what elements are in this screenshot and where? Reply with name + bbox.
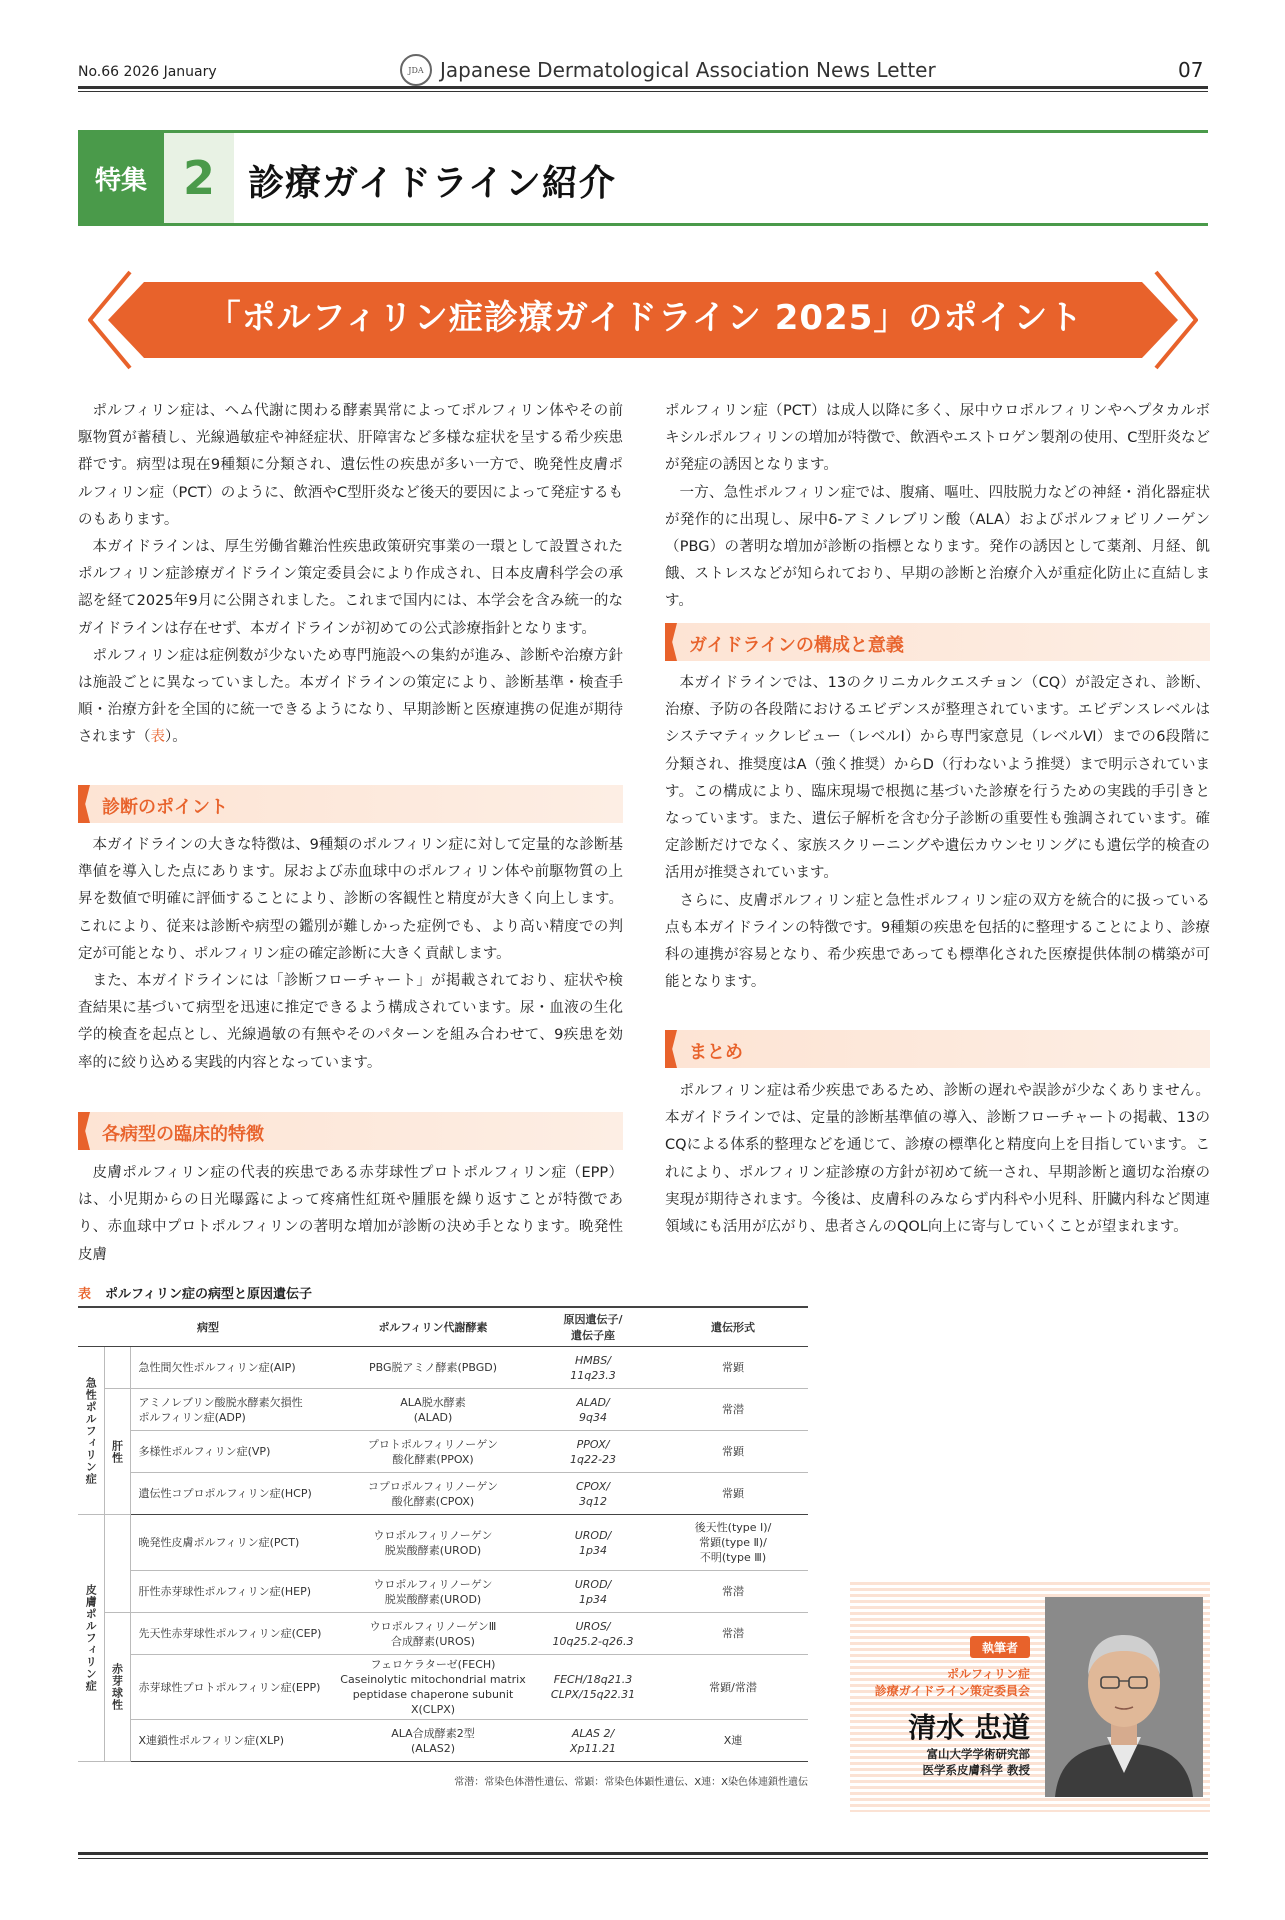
intro-paragraph-3 [78, 643, 623, 752]
table-header-row [78, 1307, 808, 1347]
cell-inheritance-line: 常潜 [722, 1585, 744, 1598]
cell-type-line: 遺伝性コプロポルフィリン症(HCP) [138, 1487, 312, 1500]
cell-gene [528, 1655, 658, 1720]
cell-inheritance-line: 常潜 [722, 1403, 744, 1416]
table-caption [78, 1283, 312, 1302]
group-erythropoietic: 赤芽球性 [104, 1613, 130, 1762]
table-row [78, 1389, 808, 1431]
cell-gene-line: 1q22-23 [570, 1452, 616, 1466]
cell-enzyme [338, 1515, 528, 1571]
col-header-enzyme: ポルフィリン代謝酵素 [338, 1307, 528, 1347]
cell-gene [528, 1571, 658, 1613]
intro3-end: ）。 [165, 729, 187, 746]
intro-paragraph-2: 本ガイドラインは、厚生労働省難治性疾患政策研究事業の一環として設置されたポルフィリン症診療ガイドライン策定委員会により作成され、日本皮膚科学会の承認を経て2025年9月に公開されました。これまで国内には、本学会を含み統一的なガイドラインは存在せず、本ガイドラインが初めての公式診療指針となります。 [78, 539, 623, 637]
cell-type [130, 1571, 338, 1613]
cell-inheritance-line: 常潜 [722, 1627, 744, 1640]
intro-paragraph-1: ポルフィリン症は、ヘム代謝に関わる酵素異常によってポルフィリン体やその前駆物質が蓄積し、光線過敏症や神経症状、肝障害など多様な症状を呈する希少疾患群です。病型は現在9種類に分類され、遺伝性の疾患が多い一方で、晩発性皮膚ポルフィリン症（PCT）のように、飲酒やC型肝炎など後天的要因によって発症するものもあります。 [78, 403, 623, 528]
cell-gene-line: 1p34 [579, 1592, 607, 1606]
cell-gene-line: 10q25.2-q26.3 [552, 1634, 634, 1648]
header-rule [78, 86, 1208, 89]
author-committee-l2: 診療ガイドライン策定委員会 [874, 1684, 1030, 1698]
table-title: ポルフィリン症の病型と原因遺伝子 [105, 1287, 312, 1302]
cell-type-line: 肝性赤芽球性ポルフィリン症(HEP) [138, 1585, 312, 1598]
cell-enzyme-line: ALA脱水酵素 [400, 1395, 466, 1409]
footer-rule-thin [78, 1858, 1208, 1859]
cell-inheritance [658, 1347, 808, 1389]
cell-enzyme-line: コプロポルフィリノーゲン [367, 1479, 499, 1493]
table-row [78, 1515, 808, 1571]
section-heading-text: 診断のポイント [102, 797, 228, 818]
cell-inheritance-line: 常顕/常潜 [709, 1680, 757, 1694]
cell-gene-line: CPOX/ [576, 1479, 610, 1493]
table-row [78, 1473, 808, 1515]
left-intro [78, 398, 623, 752]
newsletter-title: Japanese Dermatological Association News Letter [440, 58, 936, 82]
cell-inheritance-line: 常顕(type Ⅱ)/ [699, 1536, 767, 1549]
cell-type-line: 多様性ポルフィリン症(VP) [138, 1445, 271, 1458]
header-rule-thin [78, 91, 1208, 92]
structure-body [665, 670, 1210, 996]
diagnosis-paragraph-2: また、本ガイドラインには「診断フローチャート」が掲載されており、症状や検査結果に基づいて病型を迅速に推定できるよう構成されています。尿・血液の生化学的検査を起点とし、光線過敏の有無やそのパターンを組み合わせて、9疾患を効率的に絞り込める実践的内容となっています。 [78, 973, 623, 1071]
col-header-gene [528, 1307, 658, 1347]
cell-enzyme [338, 1720, 528, 1762]
cell-type [130, 1613, 338, 1655]
cell-gene [528, 1613, 658, 1655]
table-row [78, 1655, 808, 1720]
cell-inheritance-line: 常顕 [722, 1445, 744, 1458]
article-title: 「ポルフィリン症診療ガイドライン 2025」のポイント [206, 298, 1084, 338]
cell-type [130, 1431, 338, 1473]
cell-enzyme-line: ALA合成酵素2型 [391, 1726, 475, 1740]
cell-enzyme-line: フェロケラターゼ(FECH) [370, 1658, 496, 1671]
cell-gene [528, 1473, 658, 1515]
cell-type-line: 急性間欠性ポルフィリン症(AIP) [138, 1361, 296, 1374]
cell-type [130, 1347, 338, 1389]
author-committee [860, 1666, 1030, 1700]
porphyria-table [78, 1306, 808, 1762]
section-marker-icon [78, 785, 90, 823]
author-portrait-photo [1045, 1597, 1203, 1797]
cell-enzyme-line: PBG脱アミノ酵素(PBGD) [368, 1361, 498, 1374]
section-marker-icon [665, 1030, 677, 1068]
cell-type-line: アミノレブリン酸脱水酵素欠損性 [138, 1395, 303, 1409]
cell-gene [528, 1515, 658, 1571]
section-marker-icon [78, 1112, 90, 1150]
newsletter-masthead [400, 54, 936, 86]
continuation-paragraph-2: 一方、急性ポルフィリン症では、腹痛、嘔吐、四肢脱力などの神経・消化器症状が発作的に出現し、尿中δ-アミノレブリン酸（ALA）およびポルフォビリノーゲン（PBG）の著明な増加が診断の指標となります。発作の誘因として薬剤、月経、飢餓、ストレスなどが知られており、早期の診断と治療介入が重症化防止に直結します。 [665, 484, 1210, 610]
cell-inheritance-line: 不明(type Ⅲ) [699, 1551, 767, 1564]
right-continuation [665, 398, 1210, 616]
table-row [78, 1431, 808, 1473]
intro3-text: ポルフィリン症は症例数が少ないため専門施設への集約が進み、診断や治療方針は施設ごとに異なっていました。本ガイドラインの策定により、診断基準・検査手順・治療方針を全国的に統一できるようになり、早期診断と医療連携の促進が期待されます（ [78, 647, 623, 746]
section-heading-diagnosis [78, 785, 623, 823]
cell-inheritance [658, 1431, 808, 1473]
cell-type-line: 先天性赤芽球性ポルフィリン症(CEP) [138, 1627, 322, 1640]
summary-body [665, 1078, 1210, 1241]
cell-type [130, 1515, 338, 1571]
cell-type-line: 晩発性皮膚ポルフィリン症(PCT) [138, 1536, 300, 1549]
cell-gene-line: 1p34 [579, 1543, 607, 1557]
col-header-type: 病型 [78, 1307, 338, 1347]
table-row [78, 1571, 808, 1613]
cell-gene-line: UROD/ [574, 1528, 612, 1542]
table-tag: 表 [78, 1287, 92, 1302]
cell-enzyme [338, 1571, 528, 1613]
author-affiliation [860, 1746, 1030, 1778]
cell-enzyme-line: (ALAD) [413, 1410, 453, 1424]
cell-inheritance [658, 1515, 808, 1571]
diagnosis-paragraph-1: 本ガイドラインの大きな特徴は、9種類のポルフィリン症に対して定量的な診断基準値を導入した点にあります。尿および赤血球中のポルフィリン体や前駆物質の上昇を数値で明確に評価することにより、診断の客観性と精度が大きく向上します。これにより、従来は診断や病型の鑑別が難しかった症例でも、より高い精度での判定が可能となり、ポルフィリン症の確定診断に大きく貢献します。 [78, 837, 623, 962]
feature-number: 2 [164, 133, 234, 223]
section-heading-text: まとめ [689, 1042, 743, 1063]
cell-enzyme-line: 酸化酵素(CPOX) [391, 1494, 475, 1508]
clinical-body [78, 1160, 623, 1269]
group-acute: 急性ポルフィリン症 [78, 1347, 104, 1515]
col-header-gene-l2: 遺伝子座 [571, 1329, 615, 1342]
feature-rule-top [78, 130, 1208, 133]
cell-inheritance-line: 常顕 [722, 1487, 744, 1500]
cell-gene-line: PPOX/ [576, 1437, 610, 1451]
cell-gene-line: FECH/18q21.3 [553, 1673, 633, 1686]
section-heading-clinical [78, 1112, 623, 1150]
cell-enzyme-line: 脱炭酸酵素(UROD) [384, 1592, 482, 1606]
footer-rule [78, 1852, 1208, 1855]
cell-enzyme-line: peptidase chaperone subunit X(CLPX) [352, 1688, 514, 1716]
cell-inheritance [658, 1389, 808, 1431]
table-row [78, 1720, 808, 1762]
cell-gene [528, 1347, 658, 1389]
section-heading-text: 各病型の臨床的特徴 [102, 1124, 264, 1145]
cell-enzyme [338, 1347, 528, 1389]
cell-gene-line: 9q34 [579, 1410, 607, 1424]
cell-inheritance [658, 1571, 808, 1613]
cell-enzyme-line: ウロポルフィリノーゲン [373, 1577, 493, 1591]
cell-enzyme-line: 脱炭酸酵素(UROD) [384, 1543, 482, 1557]
cell-inheritance [658, 1655, 808, 1720]
cell-enzyme [338, 1431, 528, 1473]
cell-gene-line: Xp11.21 [569, 1741, 616, 1755]
cell-inheritance-line: 常顕 [722, 1361, 744, 1374]
cell-inheritance-line: 後天性(type Ⅰ)/ [694, 1521, 772, 1534]
group-cutaneous: 皮膚ポルフィリン症 [78, 1515, 104, 1762]
author-tag: 執筆者 [970, 1636, 1030, 1658]
table-row [78, 1613, 808, 1655]
section-heading-summary [665, 1030, 1210, 1068]
section-marker-icon [665, 623, 677, 661]
cell-enzyme [338, 1473, 528, 1515]
col-header-inheritance: 遺伝形式 [658, 1307, 808, 1347]
cell-gene-line: 3q12 [579, 1494, 607, 1508]
table-reference: 表 [150, 729, 165, 746]
author-name: 清水 忠道 [908, 1711, 1030, 1744]
cell-enzyme-line: (ALAS2) [411, 1741, 455, 1755]
cell-gene-line: HMBS/ [575, 1353, 611, 1367]
cell-type [130, 1655, 338, 1720]
feature-title: 診療ガイドライン紹介 [248, 163, 616, 204]
cell-enzyme-line: 酸化酵素(PPOX) [392, 1452, 474, 1466]
author-committee-l1: ポルフィリン症 [946, 1667, 1030, 1681]
cell-type-line: ポルフィリン症(ADP) [138, 1410, 246, 1424]
cell-gene [528, 1389, 658, 1431]
group-empty [104, 1347, 130, 1389]
cell-gene-line: CLPX/15q22.31 [550, 1688, 636, 1701]
cell-gene-line: 11q23.3 [570, 1368, 616, 1382]
issue-label: No.66 2026 January [78, 64, 217, 80]
table-row [78, 1347, 808, 1389]
author-department: 医学系皮膚科学 教授 [922, 1763, 1030, 1777]
cell-gene-line: ALAS 2/ [571, 1726, 615, 1740]
cell-inheritance [658, 1613, 808, 1655]
cell-enzyme-line: プロトポルフィリノーゲン [367, 1437, 499, 1451]
section-heading-structure [665, 623, 1210, 661]
summary-paragraph-1: ポルフィリン症は希少疾患であるため、診断の遅れや誤診が少なくありません。本ガイドラインでは、定量的診断基準値の導入、診断フローチャートの掲載、13のCQによる体系的整理などを通じて、診療の標準化と精度向上を目指しています。これにより、ポルフィリン症診療の方針が初めて統一され、早期診断と適切な治療の実現が期待されます。今後は、皮膚科のみならず内科や小児科、肝臓内科など関連領域にも活用が広がり、患者さんのQOL向上に寄与していくことが望まれます。 [665, 1083, 1210, 1236]
cell-gene [528, 1431, 658, 1473]
section-heading-text: ガイドラインの構成と意義 [689, 635, 904, 656]
cell-type [130, 1473, 338, 1515]
cell-enzyme-line: ウロポルフィリノーゲン [373, 1528, 493, 1542]
cell-type-line: 赤芽球性プロトポルフィリン症(EPP) [138, 1680, 321, 1694]
group-empty [104, 1515, 130, 1613]
cell-enzyme-line: 合成酵素(UROS) [391, 1634, 475, 1648]
feature-label: 特集 [78, 133, 164, 223]
feature-rule-bottom [78, 223, 1208, 226]
continuation-paragraph-1: ポルフィリン症（PCT）は成人以降に多く、尿中ウロポルフィリンやヘプタカルボキシルポルフィリンの増加が特徴で、飲酒やエストロゲン製剤の使用、C型肝炎などが発症の誘因となります。 [665, 403, 1210, 474]
cell-gene-line: UROS/ [575, 1619, 611, 1633]
cell-gene [528, 1720, 658, 1762]
group-hepatic: 肝性 [104, 1389, 130, 1515]
cell-type [130, 1720, 338, 1762]
diagnosis-body [78, 832, 623, 1077]
cell-type-line: X連鎖性ポルフィリン症(XLP) [138, 1734, 285, 1747]
cell-gene-line: UROD/ [574, 1577, 612, 1591]
cell-type [130, 1389, 338, 1431]
cell-enzyme [338, 1613, 528, 1655]
col-header-gene-l1: 原因遺伝子/ [563, 1313, 623, 1326]
cell-enzyme [338, 1655, 528, 1720]
cell-enzyme [338, 1389, 528, 1431]
structure-paragraph-2: さらに、皮膚ポルフィリン症と急性ポルフィリン症の双方を統合的に扱っている点も本ガイドラインの特徴です。9種類の疾患を包括的に整理することにより、診療科の連携が容易となり、希少疾患であっても標準化された医療提供体制の構築が可能となります。 [665, 892, 1210, 991]
structure-paragraph-1: 本ガイドラインでは、13のクリニカルクエスチョン（CQ）が設定され、診断、治療、予防の各段階におけるエビデンスが整理されています。エビデンスレベルはシステマティックレビュー（レベルⅠ）から専門家意見（レベルⅥ）までの6段階に分類され、推奨度はA（強く推奨）からD（行わないよう推奨）まで明示されています。この構成により、臨床現場で根拠に基づいた診療を行うための実践的手引きとなっています。また、遺伝子解析を含む分子診断の重要性も強調されています。確定診断だけでなく、家族スクリーニングや遺伝カウンセリングにも遺伝学的検査の活用が推奨されています。 [665, 675, 1210, 882]
cell-enzyme-line: Caseinolytic mitochondrial matrix [340, 1673, 526, 1686]
author-university: 富山大学学術研究部 [926, 1747, 1030, 1761]
cell-enzyme-line: ウロポルフィリノーゲンⅢ [369, 1619, 497, 1633]
clinical-paragraph-1: 皮膚ポルフィリン症の代表的疾患である赤芽球性プロトポルフィリン症（EPP）は、小児期からの日光曝露によって疼痛性紅斑や腫脹を繰り返すことが特徴であり、赤血球中プロトポルフィリンの著明な増加が診断の決め手となります。晩発性皮膚 [78, 1165, 623, 1263]
table-footnote: 常潜：常染色体潜性遺伝、常顕：常染色体顕性遺伝、X連：X染色体連鎖性遺伝 [454, 1777, 808, 1788]
cell-gene-line: ALAD/ [576, 1395, 610, 1409]
cell-inheritance-line: X連 [723, 1734, 743, 1747]
page-number: 07 [1178, 58, 1204, 82]
cell-inheritance [658, 1473, 808, 1515]
cell-inheritance [658, 1720, 808, 1762]
jda-logo-icon: JDA [400, 54, 432, 86]
